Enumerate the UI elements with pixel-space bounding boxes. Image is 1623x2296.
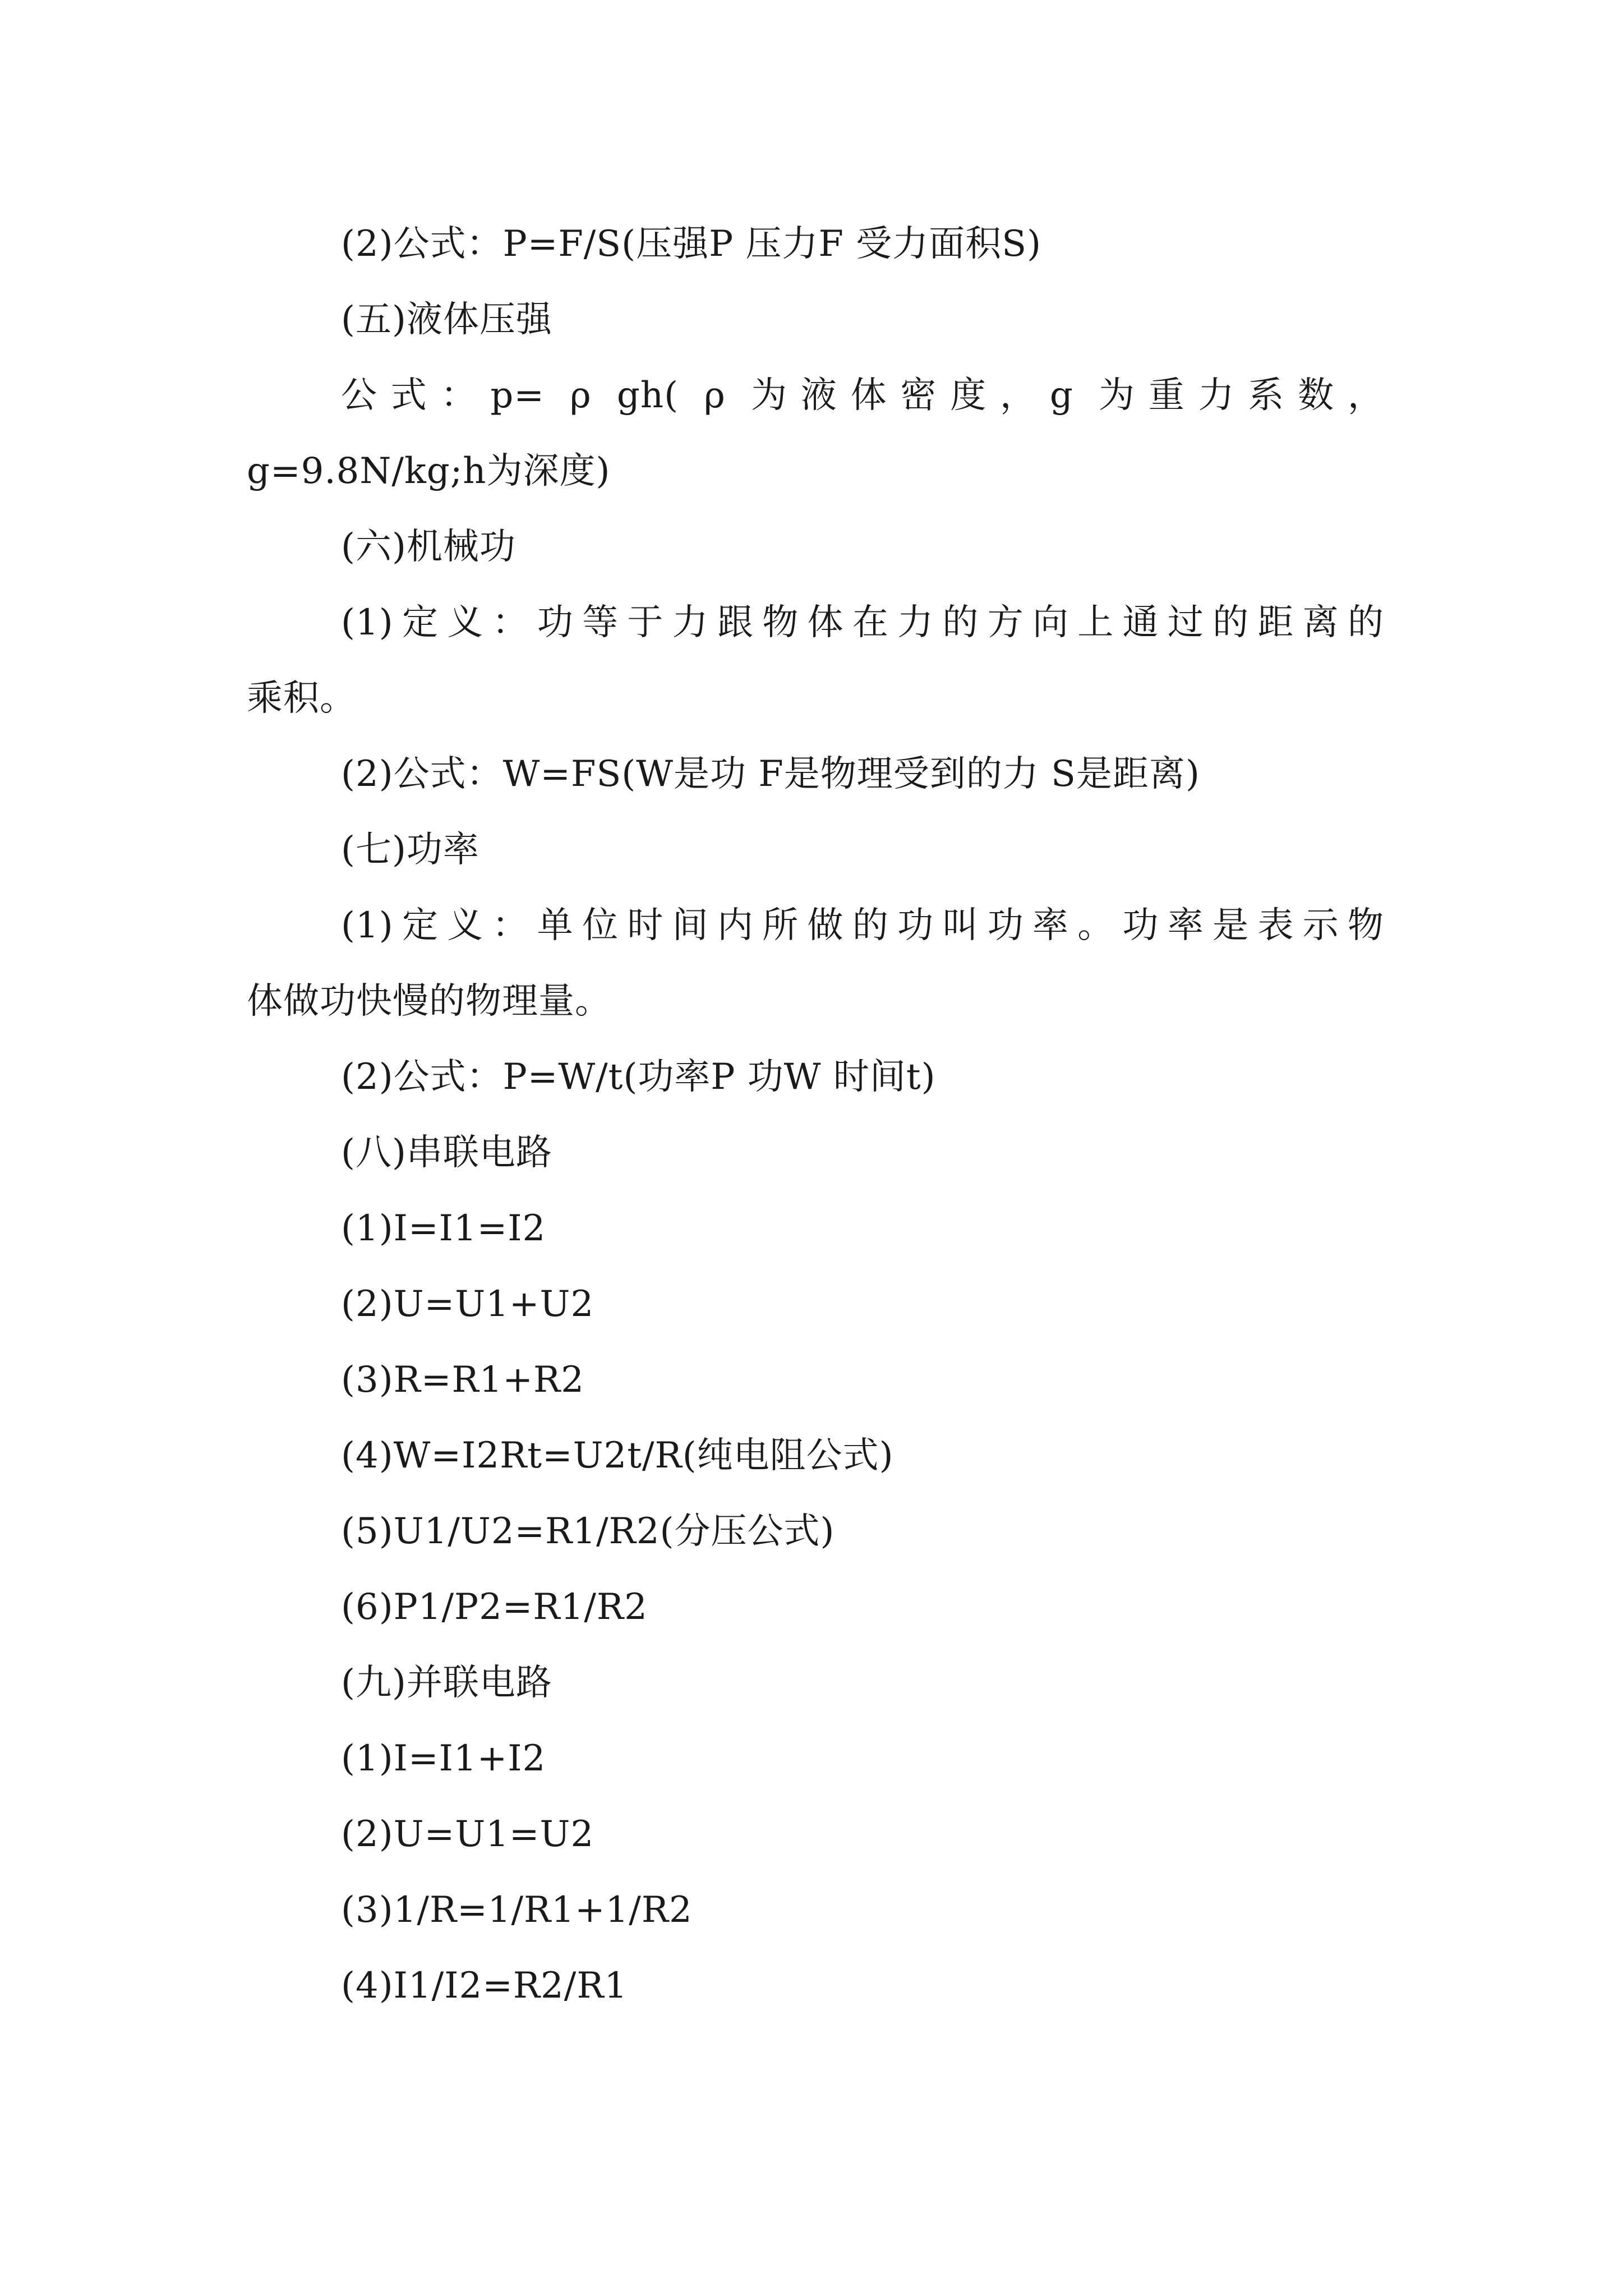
power-formula: (2)公式：P=W/t(功率P 功W 时间t) [341, 1056, 936, 1098]
work-definition-continued: 乘积。 [247, 678, 356, 719]
series-formula-1: (1)I=I1=I2 [341, 1208, 546, 1249]
pressure-formula: (2)公式：P=F/S(压强P 压力F 受力面积S) [341, 223, 1042, 265]
power-definition-continued: 体做功快慢的物理量。 [247, 981, 611, 1022]
section-heading-mechanical-work: (六)机械功 [341, 526, 516, 568]
series-formula-2: (2)U=U1+U2 [341, 1283, 594, 1325]
parallel-formula-1: (1)I=I1+I2 [341, 1738, 546, 1779]
series-formula-3: (3)R=R1+R2 [341, 1359, 584, 1401]
series-formula-5: (5)U1/U2=R1/R2(分压公式) [341, 1511, 835, 1552]
parallel-formula-3: (3)1/R=1/R1+1/R2 [341, 1889, 693, 1931]
power-definition: (1)定义：单位时间内所做的功叫功率。功率是表示物 [341, 905, 1384, 946]
parallel-formula-4: (4)I1/I2=R2/R1 [341, 1965, 628, 2007]
section-heading-liquid-pressure: (五)液体压强 [341, 299, 552, 341]
liquid-pressure-formula-continued: g=9.8N/kg;h为深度) [247, 450, 611, 492]
work-definition: (1)定义：功等于力跟物体在力的方向上通过的距离的 [341, 602, 1384, 643]
parallel-formula-2: (2)U=U1=U2 [341, 1814, 594, 1855]
series-formula-6: (6)P1/P2=R1/R2 [341, 1586, 648, 1628]
section-heading-parallel-circuit: (九)并联电路 [341, 1662, 552, 1704]
work-formula: (2)公式：W=FS(W是功 F是物理受到的力 S是距离) [341, 753, 1200, 795]
section-heading-series-circuit: (八)串联电路 [341, 1132, 552, 1174]
section-heading-power: (七)功率 [341, 829, 479, 871]
series-formula-4: (4)W=I2Rt=U2t/R(纯电阻公式) [341, 1435, 894, 1476]
liquid-pressure-formula: 公式：p= ρ gh( ρ 为液体密度，g 为重力系数， [341, 375, 1384, 416]
